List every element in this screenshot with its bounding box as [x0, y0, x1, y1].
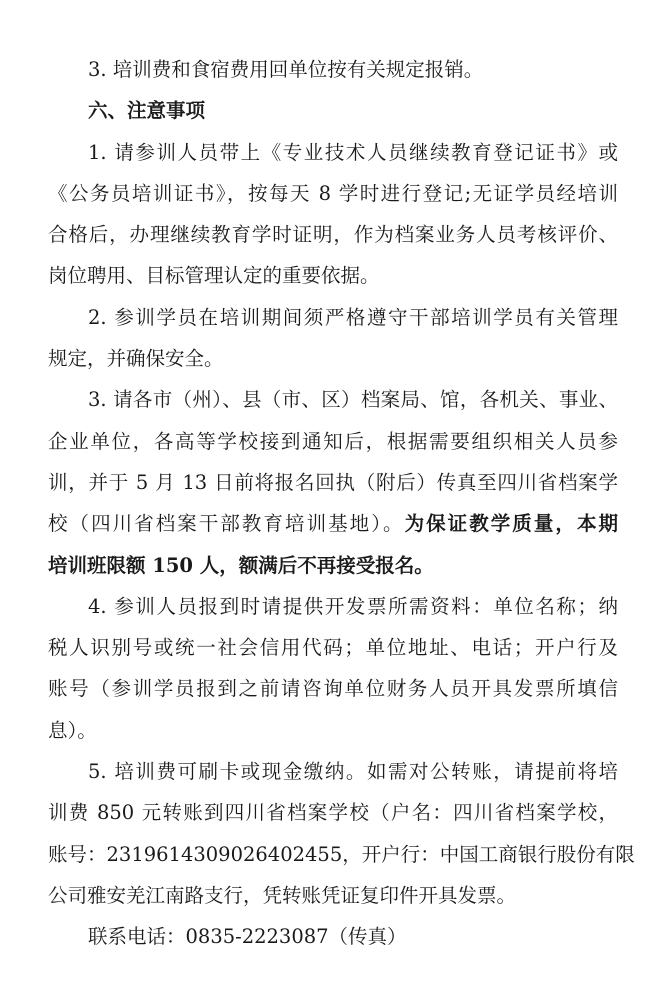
text-line: 账号（参训学员报到之前请咨询单位财务人员开具发票所填信	[48, 677, 618, 701]
text-line: 企业单位，各高等学校接到通知后，根据需要组织相关人员参	[48, 429, 618, 453]
text-line: 息）。	[48, 718, 97, 742]
text-line: 合格后，办理继续教育学时证明，作为档案业务人员考核评价、	[48, 223, 618, 247]
contact-phone: 联系电话：0835-2223087（传真）	[88, 925, 407, 949]
note-item-4	[48, 586, 618, 751]
note-item-3	[48, 379, 618, 585]
text-line: 规定，并确保安全。	[48, 347, 224, 371]
para-fees-reimbursement: 3. 培训费和食宿费用回单位按有关规定报销。	[88, 58, 484, 81]
note-item-2	[48, 297, 618, 380]
section-heading-notes: 六、注意事项	[88, 99, 206, 123]
text-line: 公司雅安羌江南路支行，凭转账凭证复印件开具发票。	[48, 883, 517, 907]
text-line: 5. 培训费可刷卡或现金缴纳。如需对公转账，请提前将培	[88, 760, 618, 784]
text-line: 岗位聘用、目标管理认定的重要依据。	[48, 264, 380, 288]
text-line: 《公务员培训证书》，按每天 8 学时进行登记;无证学员经培训	[48, 181, 618, 205]
text-line-mixed	[48, 503, 618, 544]
text-line: 1. 请参训人员带上《专业技术人员继续教育登记证书》或	[88, 140, 618, 164]
text-span: 校（四川省档案干部教育培训基地）。	[48, 512, 405, 536]
text-line: 3. 请各市（州）、县（市、区）档案局、馆，各机关、事业、	[88, 388, 618, 412]
note-item-1	[48, 132, 618, 297]
bold-emphasis-line: 培训班限额 150 人，额满后不再接受报名。	[48, 553, 434, 577]
document-page	[48, 49, 635, 958]
text-line: 2. 参训学员在培训期间须严格遵守干部培训学员有关管理	[88, 305, 618, 329]
text-line: 税人识别号或统一社会信用代码；单位地址、电话；开户行及	[48, 636, 618, 660]
text-line: 训费 850 元转账到四川省档案学校（户名：四川省档案学校，	[48, 801, 618, 825]
note-item-5	[48, 751, 635, 916]
text-line: 训，并于 5 月 13 日前将报名回执（附后）传真至四川省档案学	[48, 470, 618, 494]
text-line: 4. 参训人员报到时请提供开发票所需资料：单位名称；纳	[88, 594, 618, 618]
text-line: 账号：2319614309026402455，开户行：中国工商银行股份有限	[48, 842, 635, 866]
bold-emphasis: 为保证教学质量，本期	[404, 512, 618, 536]
